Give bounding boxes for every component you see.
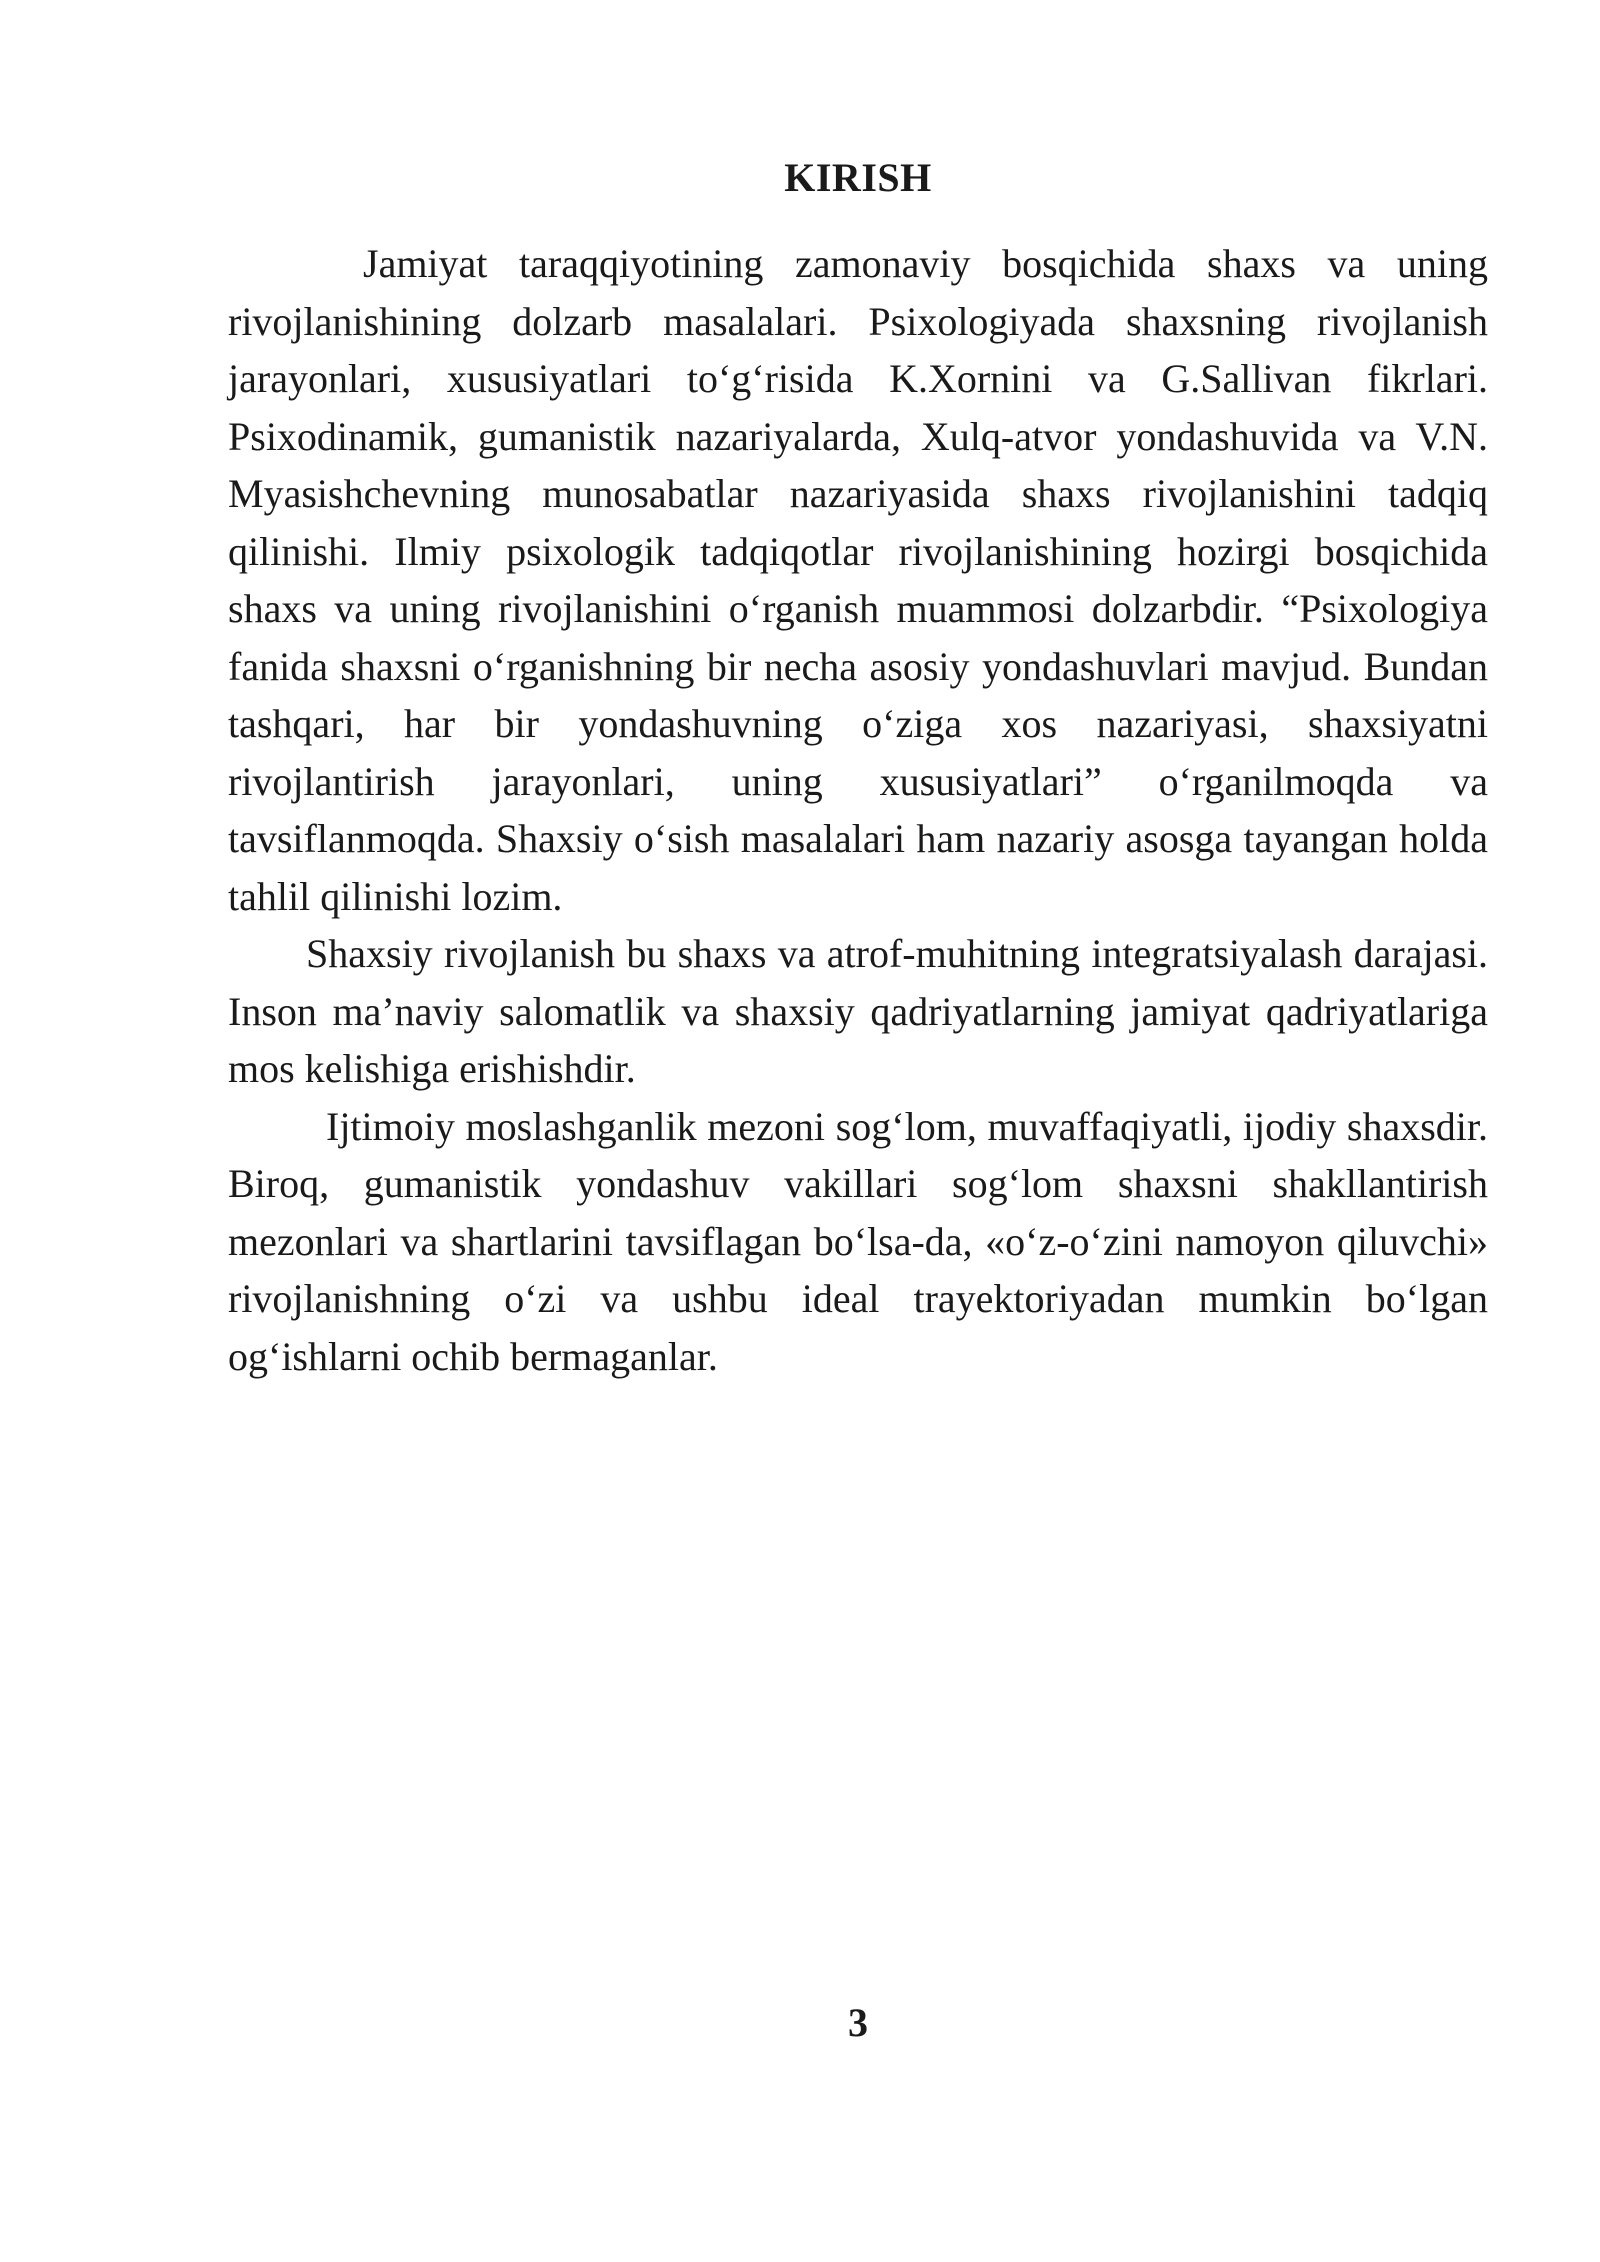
body-text [228, 235, 1488, 1385]
paragraph-3: Ijtimoiy moslashganlik mezoni sog‘lom, muvaffaqiyatli, ijodiy shaxsdir. Biroq, gumanistik yondashuv vakillari sog‘lom shaxsni shakllantirish mezonlari va shartlarini tavsiflagan bo‘lsa-da, «o‘z-o‘zini namoyon qiluvchi» rivojlanishning o‘zi va ushbu ideal trayektoriyadan mumkin bo‘lgan og‘ishlarni ochib bermaganlar. [228, 1103, 1488, 1379]
paragraph-2: Shaxsiy rivojlanish bu shaxs va atrof-muhitning integratsiyalash darajasi. Inson ma’naviy salomatlik va shaxsiy qadriyatlarning jamiyat qadriyatlariga mos kelishiga erishishdir. [228, 931, 1488, 1091]
page-number: 3 [848, 2000, 868, 2045]
page-title: KIRISH [784, 155, 932, 200]
paragraph-1: Jamiyat taraqqiyotining zamonaviy bosqichida shaxs va uning rivojlanishining dolzarb masalalari. Psixologiyada shaxsning rivojlanish jarayonlari, xususiyatlari to‘g‘risida K.Xornini va G.Sallivan fikrlari. Psixodinamik, gumanistik nazariyalarda, Xulq-atvor yondashuvida va V.N. Myasishchevning munosabatlar nazariyasida shaxs rivojlanishini tadqiq qilinishi. Ilmiy psixologik tadqiqotlar rivojlanishining hozirgi bosqichida shaxs va uning rivojlanishini o‘rganish muammosi dolzarbdir. “Psixologiya fanida shaxsni o‘rganishning bir necha asosiy yondashuvlari mavjud. Bundan tashqari, har bir yondashuvning o‘ziga xos nazariyasi, shaxsiyatni rivojlantirish jarayonlari, uning xususiyatlari” o‘rganilmoqda va tavsiflanmoqda. Shaxsiy o‘sish masalalari ham nazariy asosga tayangan holda tahlil qilinishi lozim. [228, 241, 1488, 919]
